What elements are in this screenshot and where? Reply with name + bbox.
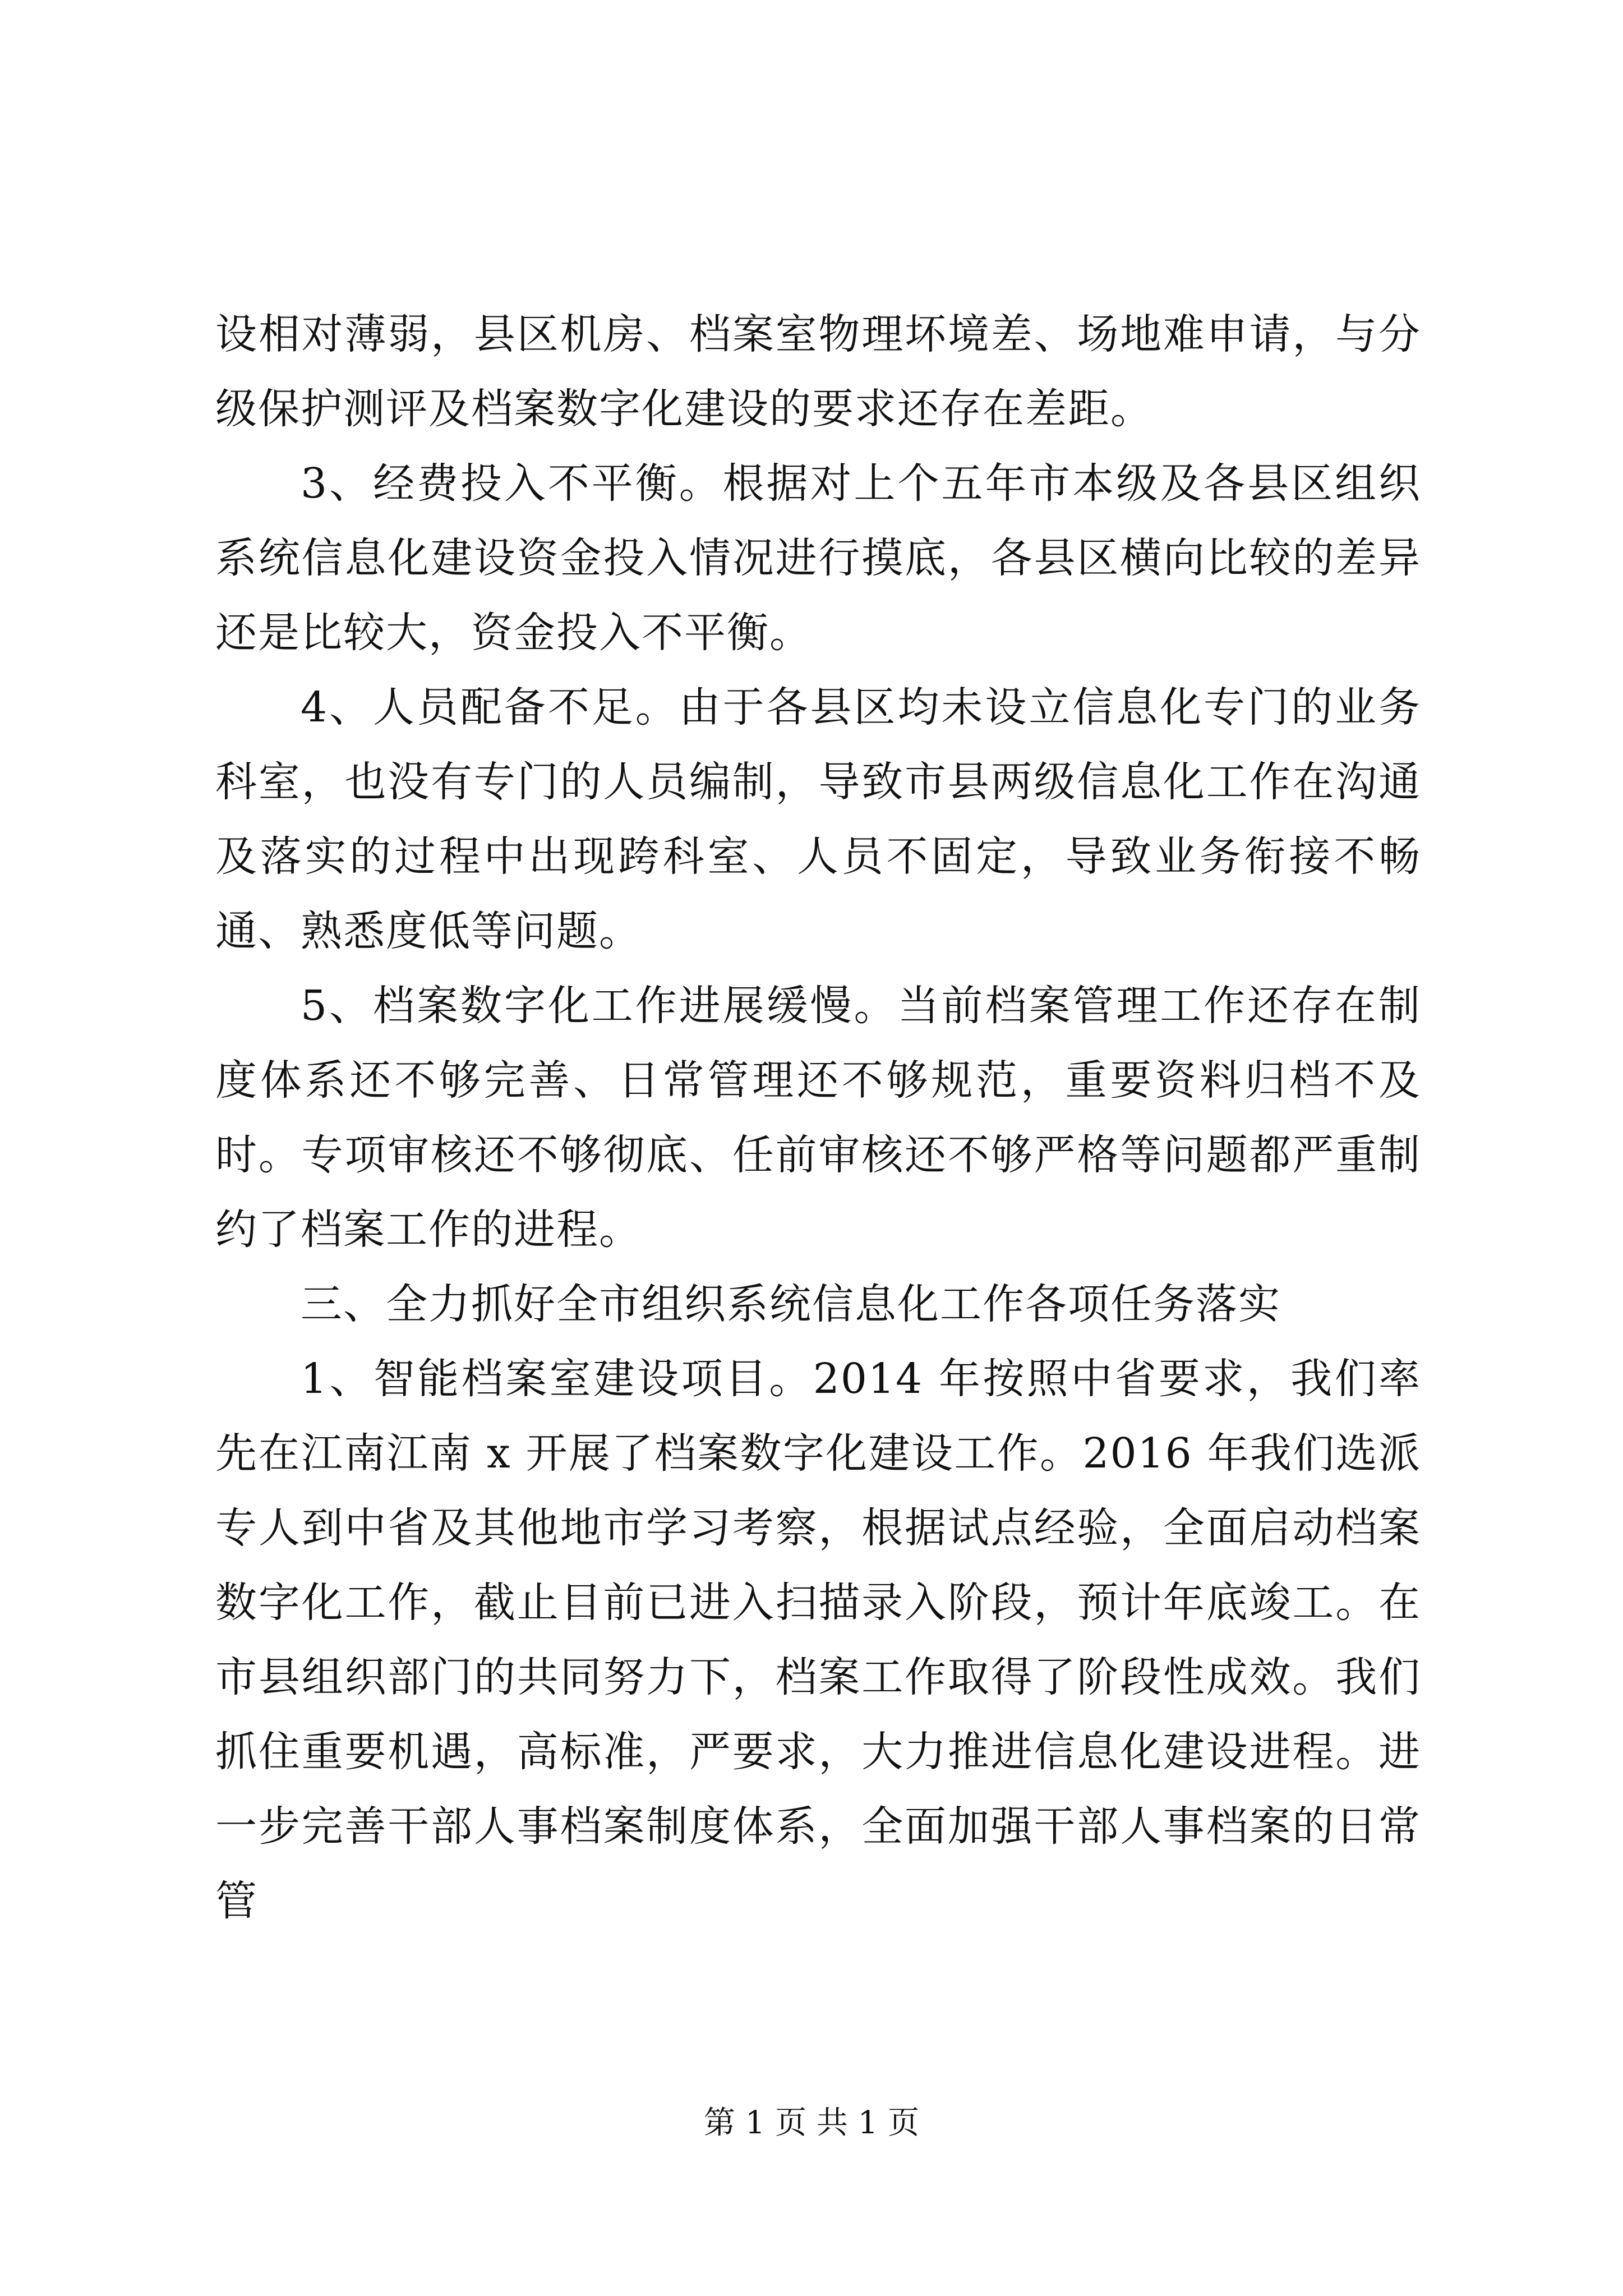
text-line: 度体系还不够完善、日常管理还不够规范，重要资料归档不及时。 xyxy=(215,1056,1421,1179)
text-line: 级保护测评及档案数字化建设的要求还存在差距。 xyxy=(215,385,1153,433)
text-line: 4、人员配备不足。由于各县区均未设立信息化专门的业务 xyxy=(301,683,1421,731)
text-line: 档案工作的进程。 xyxy=(301,1205,642,1254)
text-line: 还是比较大，资金投入不平衡。 xyxy=(215,609,812,657)
text-line: 系统信息化建设资金投入情况进行摸底，各县区横向比较的差异 xyxy=(215,534,1421,582)
text-line: 住重要机遇，高标准，严要求，大力推进信息化建设进程。进一 xyxy=(215,1728,1422,1851)
text-line: 设相对薄弱，县区机房、档案室物理坏境差、场地难申请，与分 xyxy=(215,310,1421,358)
text-line: 步完善干部人事档案制度体系，全面加强干部人事档案的日常管 xyxy=(215,1802,1422,1925)
text-line: 专项审核还不够彻底、任前审核还不够严格等问题都严重制约了 xyxy=(215,1131,1422,1254)
text-line: 3、经费投入不平衡。根据对上个五年市本级及各县区组织 xyxy=(301,459,1421,508)
text-line: 1、智能档案室建设项目。2014 年按照中省要求，我们率先 xyxy=(215,1355,1421,1478)
text-line: 在江南江南 x 开展了档案数字化建设工作。2016 年我们选派专 xyxy=(215,1429,1422,1552)
paragraph xyxy=(215,447,1421,670)
paragraph xyxy=(215,1342,1421,1939)
document-body xyxy=(215,297,1421,1939)
paragraph xyxy=(215,670,1421,969)
text-line: 县组织部门的共同努力下，档案工作取得了阶段性成效。我们抓 xyxy=(215,1653,1422,1776)
text-line: 三、全力抓好全市组织系统信息化工作各项任务落实 xyxy=(301,1280,1281,1328)
page-footer: 第 1 页 共 1 页 xyxy=(703,2105,920,2141)
paragraph xyxy=(215,297,1421,447)
text-line: 科室，也没有专门的人员编制，导致市县两级信息化工作在沟通 xyxy=(215,758,1421,806)
text-line: 及落实的过程中出现跨科室、人员不固定，导致业务衔接不畅通、 xyxy=(215,832,1421,955)
paragraph xyxy=(215,969,1421,1267)
text-line: 人到中省及其他地市学习考察，根据试点经验，全面启动档案数 xyxy=(215,1504,1422,1627)
text-line: 字化工作，截止目前已进入扫描录入阶段，预计年底竣工。在市 xyxy=(215,1579,1422,1701)
text-line: 5、档案数字化工作进展缓慢。当前档案管理工作还存在制 xyxy=(301,982,1421,1030)
text-line: 熟悉度低等问题。 xyxy=(301,907,642,955)
paragraph xyxy=(215,1267,1421,1342)
